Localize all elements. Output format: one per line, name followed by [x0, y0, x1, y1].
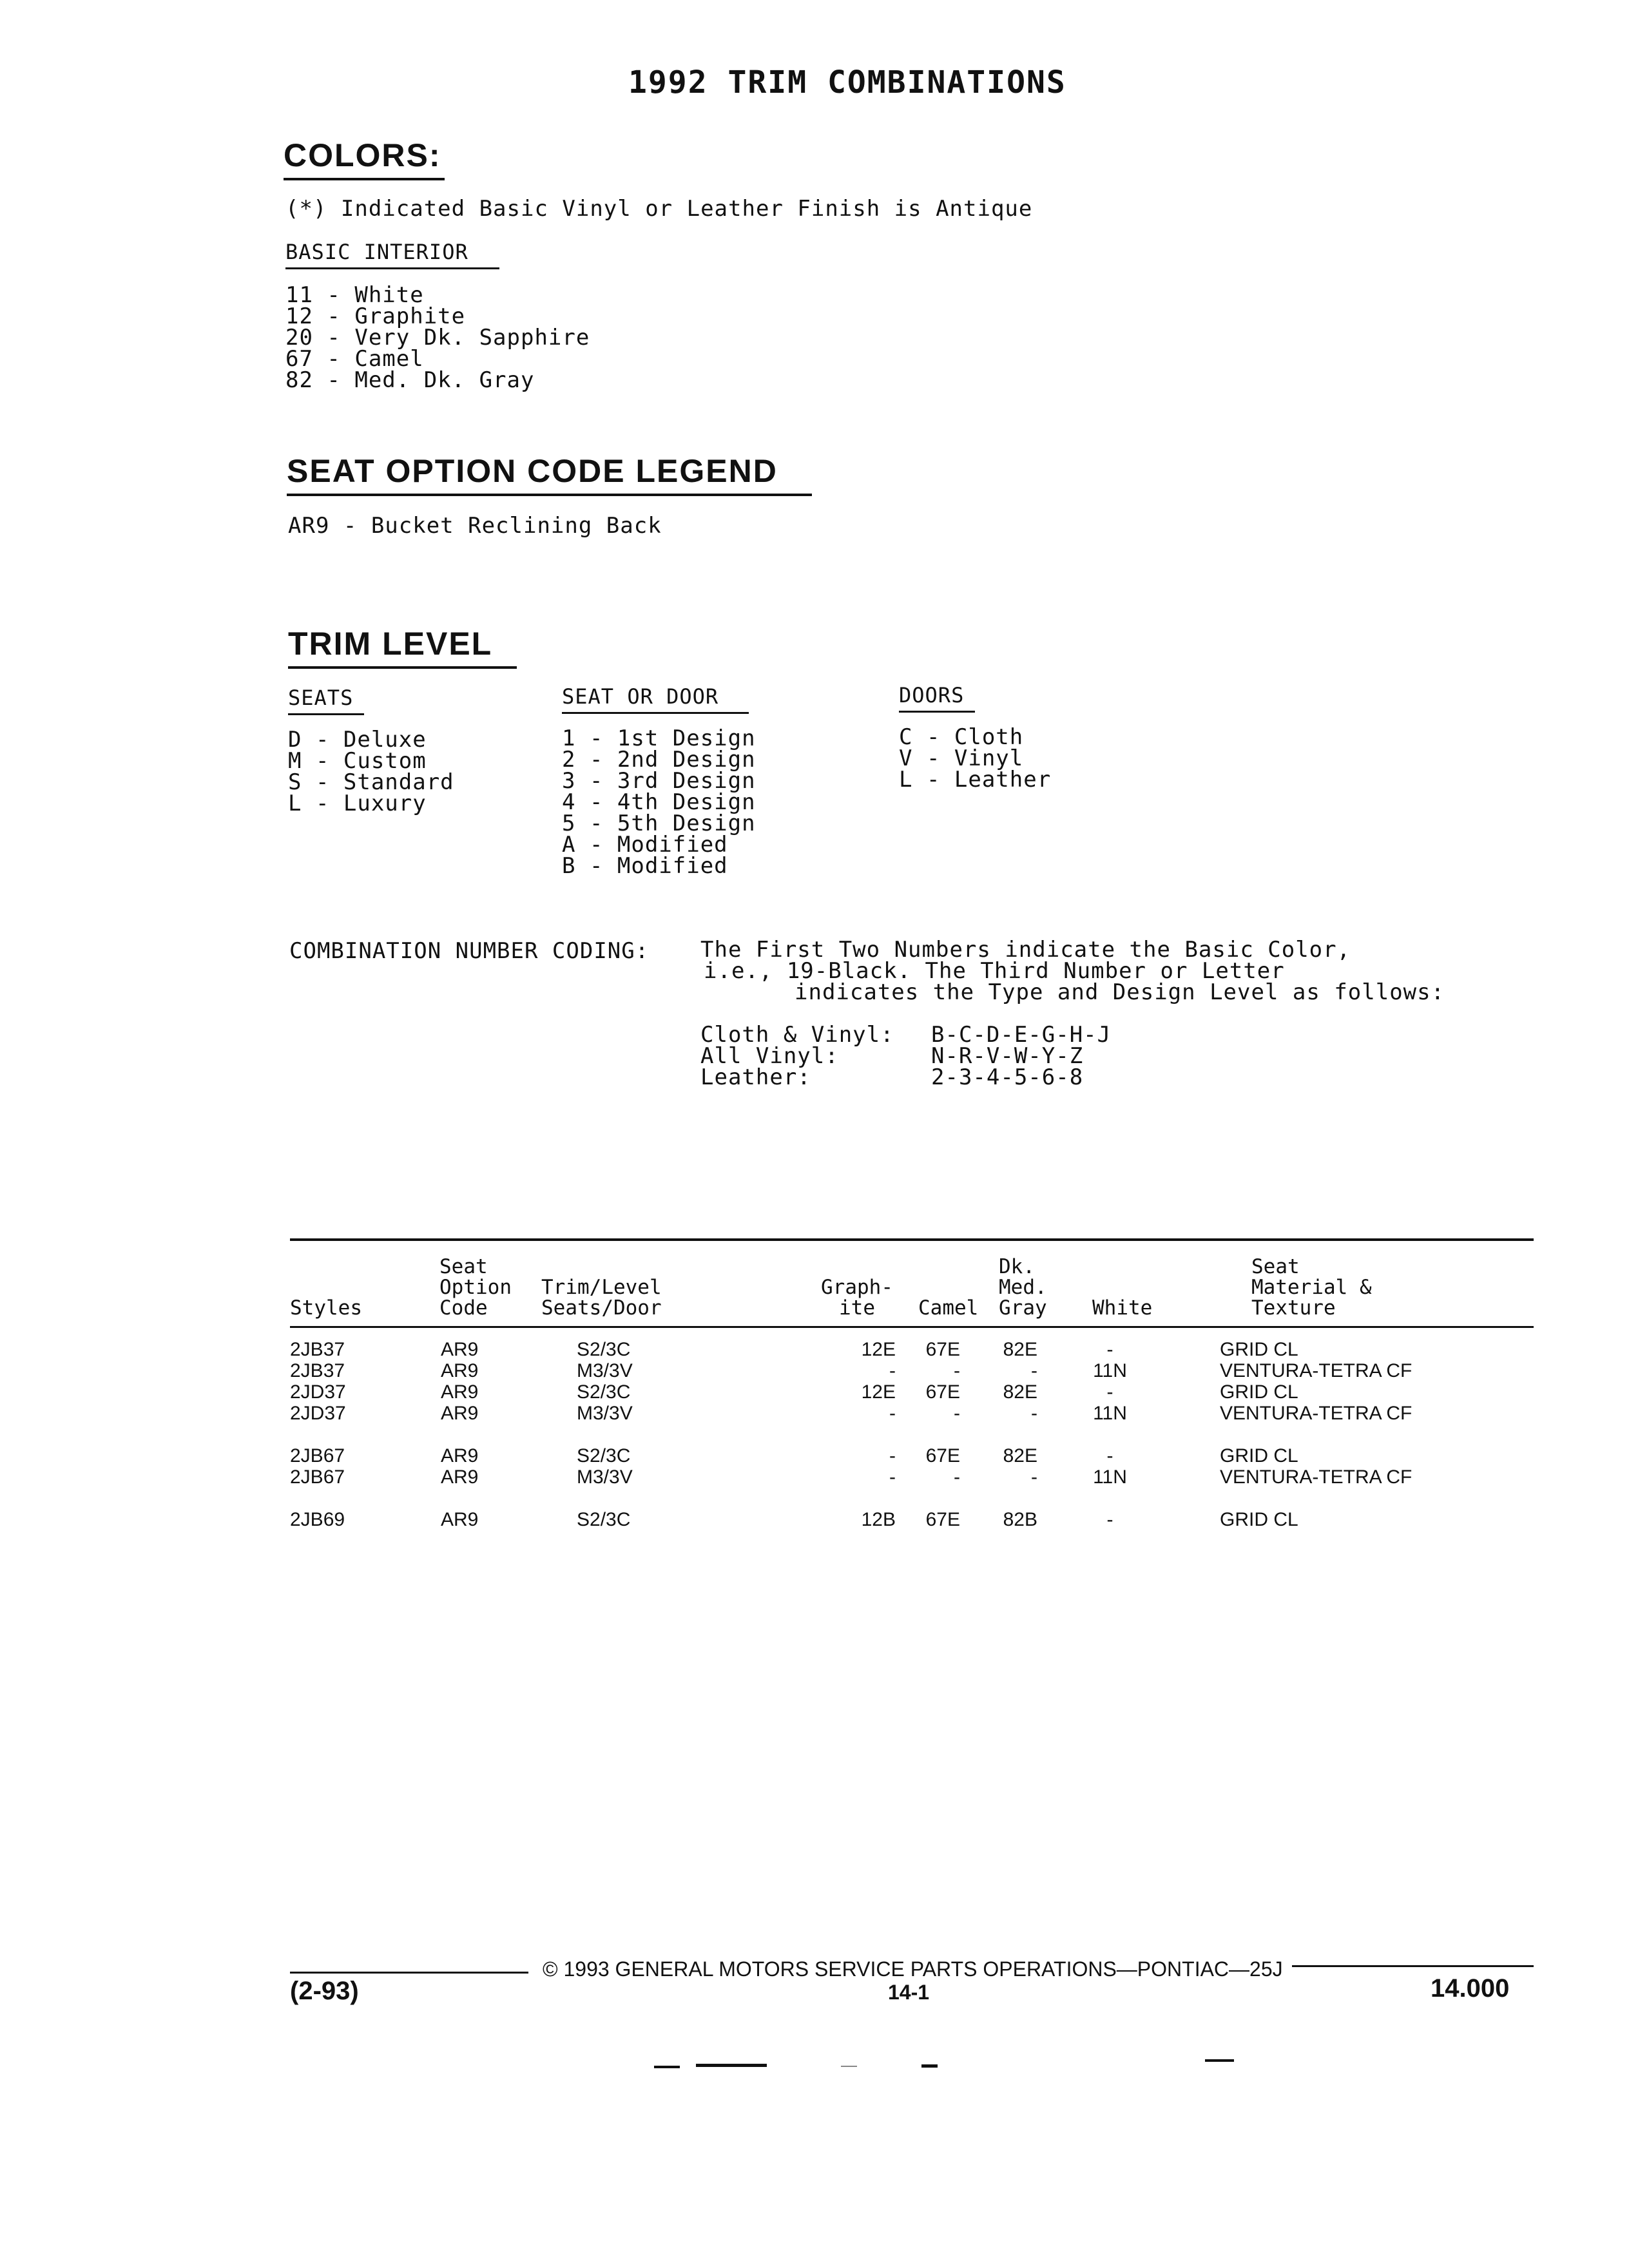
design-item: 2 - 2nd Design — [562, 747, 756, 773]
footer-rule-right — [1292, 1965, 1534, 1967]
header-dk-med-gray: Med. — [999, 1276, 1047, 1299]
cell-dk-med-gray: - — [1031, 1403, 1037, 1424]
table-row — [0, 1381, 1629, 1403]
coding-type-name: Leather: — [700, 1064, 811, 1090]
table-row — [0, 1509, 1629, 1530]
cell-style: 2JD37 — [290, 1403, 346, 1424]
scan-mark — [654, 2066, 680, 2068]
cell-seat-option-code: AR9 — [441, 1403, 479, 1424]
cell-style: 2JB37 — [290, 1360, 345, 1381]
cell-dk-med-gray: - — [1031, 1466, 1037, 1488]
cell-material: VENTURA-TETRA CF — [1220, 1360, 1412, 1381]
header-material: Seat — [1251, 1255, 1300, 1278]
door-item: V - Vinyl — [899, 745, 1024, 771]
cell-camel: 67E — [925, 1509, 960, 1530]
cell-material: GRID CL — [1220, 1509, 1298, 1530]
scan-mark — [1205, 2059, 1234, 2062]
page-title: 1992 TRIM COMBINATIONS — [628, 64, 1066, 101]
trim-level-heading: TRIM LEVEL — [288, 625, 517, 669]
cell-graphite: - — [889, 1403, 896, 1424]
cell-graphite: - — [889, 1360, 896, 1381]
cell-style: 2JB37 — [290, 1339, 345, 1360]
coding-label: COMBINATION NUMBER CODING: — [289, 938, 650, 964]
footer-section-number: 14.000 — [1431, 1974, 1510, 2003]
design-item: B - Modified — [562, 853, 728, 879]
cell-material: VENTURA-TETRA CF — [1220, 1403, 1412, 1424]
door-item: C - Cloth — [899, 724, 1024, 750]
footer-copyright: © 1993 GENERAL MOTORS SERVICE PARTS OPERATIONS—PONTIAC—25J — [543, 1957, 1283, 1981]
header-white: White — [1092, 1296, 1153, 1320]
table-top-rule — [290, 1238, 1534, 1241]
cell-seat-option-code: AR9 — [441, 1509, 479, 1530]
cell-graphite: 12B — [861, 1509, 896, 1530]
doors-label: DOORS — [899, 683, 975, 713]
cell-white: - — [1106, 1339, 1113, 1360]
seat-or-door-label: SEAT OR DOOR — [562, 684, 749, 714]
cell-white: 11N — [1093, 1360, 1127, 1381]
cell-style: 2JB67 — [290, 1466, 345, 1488]
header-graphite: Graph- — [821, 1276, 893, 1299]
design-item: 4 - 4th Design — [562, 789, 756, 815]
header-material: Material & — [1251, 1276, 1372, 1299]
coding-types — [700, 1022, 1112, 1090]
cell-trim-level: S2/3C — [577, 1509, 631, 1530]
seat-legend-heading: SEAT OPTION CODE LEGEND — [287, 452, 812, 496]
cell-style: 2JD37 — [290, 1381, 346, 1403]
cell-camel: 67E — [925, 1381, 960, 1403]
basic-interior-heading: BASIC INTERIOR — [285, 240, 499, 269]
doors-list — [899, 724, 1052, 793]
scan-mark — [841, 2066, 857, 2067]
cell-trim-level: M3/3V — [577, 1403, 633, 1424]
design-item: A - Modified — [562, 832, 728, 858]
table-row — [0, 1466, 1629, 1488]
cell-graphite: 12E — [861, 1381, 896, 1403]
coding-type-codes: B-C-D-E-G-H-J — [931, 1022, 1112, 1048]
cell-style: 2JB67 — [290, 1445, 345, 1466]
color-item: 67 - Camel — [285, 346, 424, 372]
cell-graphite: - — [889, 1445, 896, 1466]
table-row — [0, 1403, 1629, 1424]
cell-white: - — [1106, 1509, 1113, 1530]
cell-trim-level: M3/3V — [577, 1360, 633, 1381]
seats-label: SEATS — [288, 686, 364, 715]
cell-camel: - — [954, 1403, 960, 1424]
cell-graphite: 12E — [861, 1339, 896, 1360]
table-row — [0, 1339, 1629, 1360]
coding-type-codes: N-R-V-W-Y-Z — [931, 1043, 1084, 1069]
header-seat-option-code: Code — [439, 1296, 488, 1320]
cell-dk-med-gray: 82E — [1003, 1381, 1037, 1403]
door-item: L - Leather — [899, 767, 1052, 793]
cell-camel: - — [954, 1466, 960, 1488]
cell-seat-option-code: AR9 — [441, 1339, 479, 1360]
color-item: 82 - Med. Dk. Gray — [285, 367, 535, 393]
cell-white: - — [1106, 1445, 1113, 1466]
footer-date: (2-93) — [290, 1977, 359, 2005]
header-styles: Styles — [290, 1296, 362, 1320]
color-list — [285, 282, 590, 393]
coding-line: The First Two Numbers indicate the Basic Color, — [700, 937, 1351, 963]
cell-material: GRID CL — [1220, 1339, 1298, 1360]
header-seat-option-code: Option — [439, 1276, 512, 1299]
header-dk-med-gray: Dk. — [999, 1255, 1035, 1278]
color-item: 20 - Very Dk. Sapphire — [285, 325, 590, 351]
cell-style: 2JB69 — [290, 1509, 345, 1530]
colors-note: (*) Indicated Basic Vinyl or Leather Finish is Antique — [285, 196, 1033, 222]
cell-dk-med-gray: 82B — [1003, 1509, 1037, 1530]
cell-trim-level: M3/3V — [577, 1466, 633, 1488]
cell-dk-med-gray: - — [1031, 1360, 1037, 1381]
footer-page-number: 14-1 — [888, 1981, 930, 2004]
design-item: 3 - 3rd Design — [562, 768, 756, 794]
seat-item: L - Luxury — [288, 791, 427, 816]
table-header — [0, 1255, 1629, 1326]
seat-or-door-list — [562, 728, 756, 877]
coding-text — [700, 939, 1445, 1003]
table-header-rule — [290, 1326, 1534, 1328]
cell-trim-level: S2/3C — [577, 1381, 631, 1403]
cell-material: GRID CL — [1220, 1445, 1298, 1466]
seat-item: M - Custom — [288, 748, 427, 774]
table-row — [0, 1445, 1629, 1466]
cell-seat-option-code: AR9 — [441, 1360, 479, 1381]
colors-heading: COLORS: — [284, 137, 445, 180]
cell-white: 11N — [1093, 1466, 1127, 1488]
design-item: 1 - 1st Design — [562, 726, 756, 751]
cell-camel: - — [954, 1360, 960, 1381]
header-dk-med-gray: Gray — [999, 1296, 1047, 1320]
design-item: 5 - 5th Design — [562, 811, 756, 836]
header-trim-level: Trim/Level — [541, 1276, 662, 1299]
coding-line: indicates the Type and Design Level as follows: — [795, 979, 1445, 1005]
cell-dk-med-gray: 82E — [1003, 1445, 1037, 1466]
cell-graphite: - — [889, 1466, 896, 1488]
seat-item: S - Standard — [288, 769, 454, 795]
cell-dk-med-gray: 82E — [1003, 1339, 1037, 1360]
cell-trim-level: S2/3C — [577, 1445, 631, 1466]
coding-line: i.e., 19-Black. The Third Number or Letter — [704, 958, 1285, 984]
cell-white: 11N — [1093, 1403, 1127, 1424]
header-camel: Camel — [918, 1296, 979, 1320]
cell-seat-option-code: AR9 — [441, 1466, 479, 1488]
seat-legend-item: AR9 - Bucket Reclining Back — [288, 513, 662, 539]
cell-white: - — [1106, 1381, 1113, 1403]
header-trim-level: Seats/Door — [541, 1296, 662, 1320]
cell-camel: 67E — [925, 1445, 960, 1466]
seats-list — [288, 729, 454, 814]
scan-mark — [696, 2064, 767, 2067]
cell-camel: 67E — [925, 1339, 960, 1360]
header-seat-option-code: Seat — [439, 1255, 488, 1278]
header-graphite: ite — [839, 1296, 875, 1320]
coding-type-name: Cloth & Vinyl: — [700, 1022, 894, 1048]
cell-trim-level: S2/3C — [577, 1339, 631, 1360]
scan-mark — [921, 2064, 938, 2068]
coding-type-codes: 2-3-4-5-6-8 — [931, 1064, 1084, 1090]
color-item: 11 - White — [285, 282, 424, 308]
footer-rule-left — [290, 1972, 528, 1974]
seat-item: D - Deluxe — [288, 727, 427, 753]
header-material: Texture — [1251, 1296, 1336, 1320]
table-row — [0, 1360, 1629, 1381]
cell-seat-option-code: AR9 — [441, 1381, 479, 1403]
cell-material: GRID CL — [1220, 1381, 1298, 1403]
cell-seat-option-code: AR9 — [441, 1445, 479, 1466]
cell-material: VENTURA-TETRA CF — [1220, 1466, 1412, 1488]
color-item: 12 - Graphite — [285, 303, 466, 329]
coding-type-name: All Vinyl: — [700, 1043, 839, 1069]
